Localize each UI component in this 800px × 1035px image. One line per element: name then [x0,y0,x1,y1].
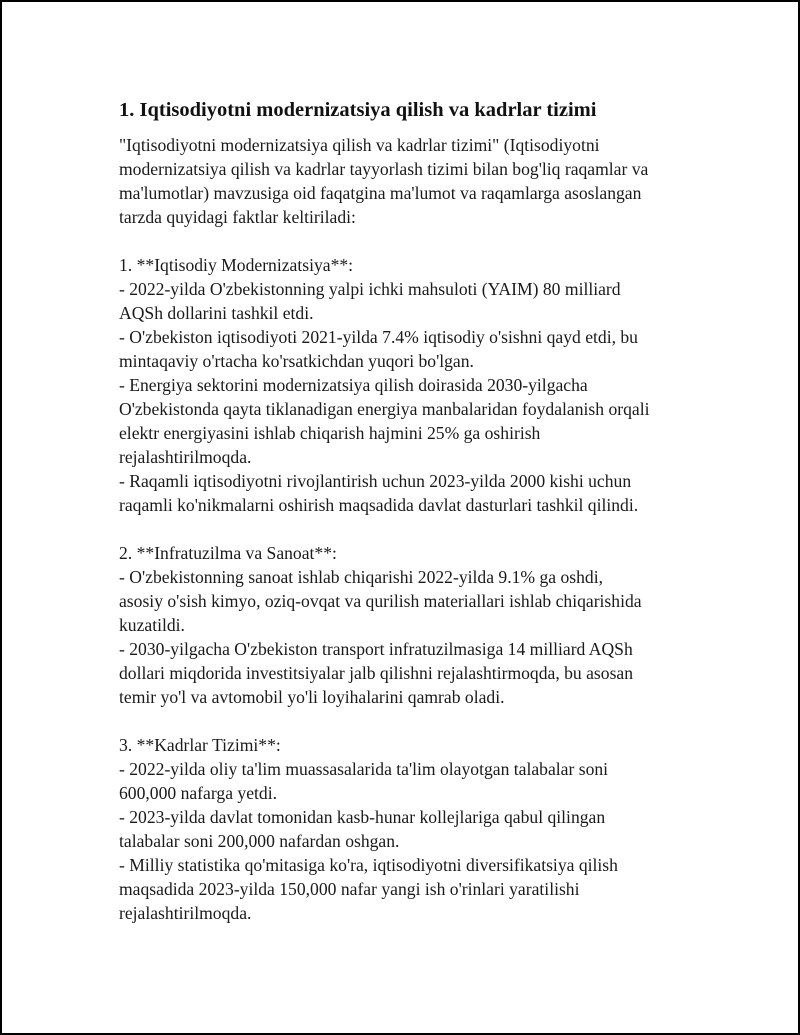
list-item: - 2022-yilda oliy ta'lim muassasalarida ta'lim olayotgan talabalar soni 600,000 nafarga yetdi. [119,759,609,803]
spacer [119,517,689,541]
section-heading-personnel-system: 3. **Kadrlar Tizimi**: [119,735,281,755]
spacer [119,709,689,733]
section-heading-economic-modernization: 1. **Iqtisodiy Modernizatsiya**: [119,255,354,275]
list-item: - O'zbekiston iqtisodiyoti 2021-yilda 7.4% iqtisodiy o'sishni qayd etdi, bu mintaqaviy o'rtacha ko'rsatkichdan yuqori bo'lgan. [119,327,638,371]
list-item: - Raqamli iqtisodiyotni rivojlantirish uchun 2023-yilda 2000 kishi uchun raqamli ko'nikmalarni oshirish maqsadida davlat dasturlari tashkil qilindi. [119,471,639,515]
list-item: - Energiya sektorini modernizatsiya qilish doirasida 2030-yilgacha O'zbekistonda qayta tiklanadigan energiya manbalaridan foydalanish orqali elektr energiyasini ishlab chiqarish hajmini 25% ga oshirish rejalashtirilmoqda. [119,375,650,467]
list-item: - 2023-yilda davlat tomonidan kasb-hunar kollejlariga qabul qilingan talabalar soni 200,000 nafardan oshgan. [119,807,606,851]
list-item: - Milliy statistika qo'mitasiga ko'ra, iqtisodiyotni diversifikatsiya qilish maqsadida 2023-yilda 150,000 nafar yangi ish o'rinlari yaratilishi rejalashtirilmoqda. [119,855,618,923]
list-item: - 2022-yilda O'zbekistonning yalpi ichki mahsuloti (YAIM) 80 milliard AQSh dollarini tashkil etdi. [119,279,621,323]
spacer [119,229,689,253]
document-title: 1. Iqtisodiyotni modernizatsiya qilish va kadrlar tizimi [119,99,597,121]
list-item: - 2030-yilgacha O'zbekiston transport infratuzilmasiga 14 milliard AQSh dollari miqdorida investitsiyalar jalb qilishni rejalashtirmoqda, bu asosan temir yo'l va avtomobil yo'li loyihalarini qamrab oladi. [119,639,634,707]
list-item: - O'zbekistonning sanoat ishlab chiqarishi 2022-yilda 9.1% ga oshdi, asosiy o'sish kimyo, oziq-ovqat va qurilish materiallari ishlab chiqarishida kuzatildi. [119,567,642,635]
section-heading-infrastructure: 2. **Infratuzilma va Sanoat**: [119,543,337,563]
document-body [119,97,689,925]
intro-paragraph: "Iqtisodiyotni modernizatsiya qilish va kadrlar tizimi" (Iqtisodiyotni modernizatsiya qilish va kadrlar tayyorlash tizimi bilan bog'liq raqamlar va ma'lumotlar) mavzusiga oid faqatgina ma'lumot va raqamlarga asoslangan tarzda quyidagi faktlar keltiriladi: [119,135,649,227]
